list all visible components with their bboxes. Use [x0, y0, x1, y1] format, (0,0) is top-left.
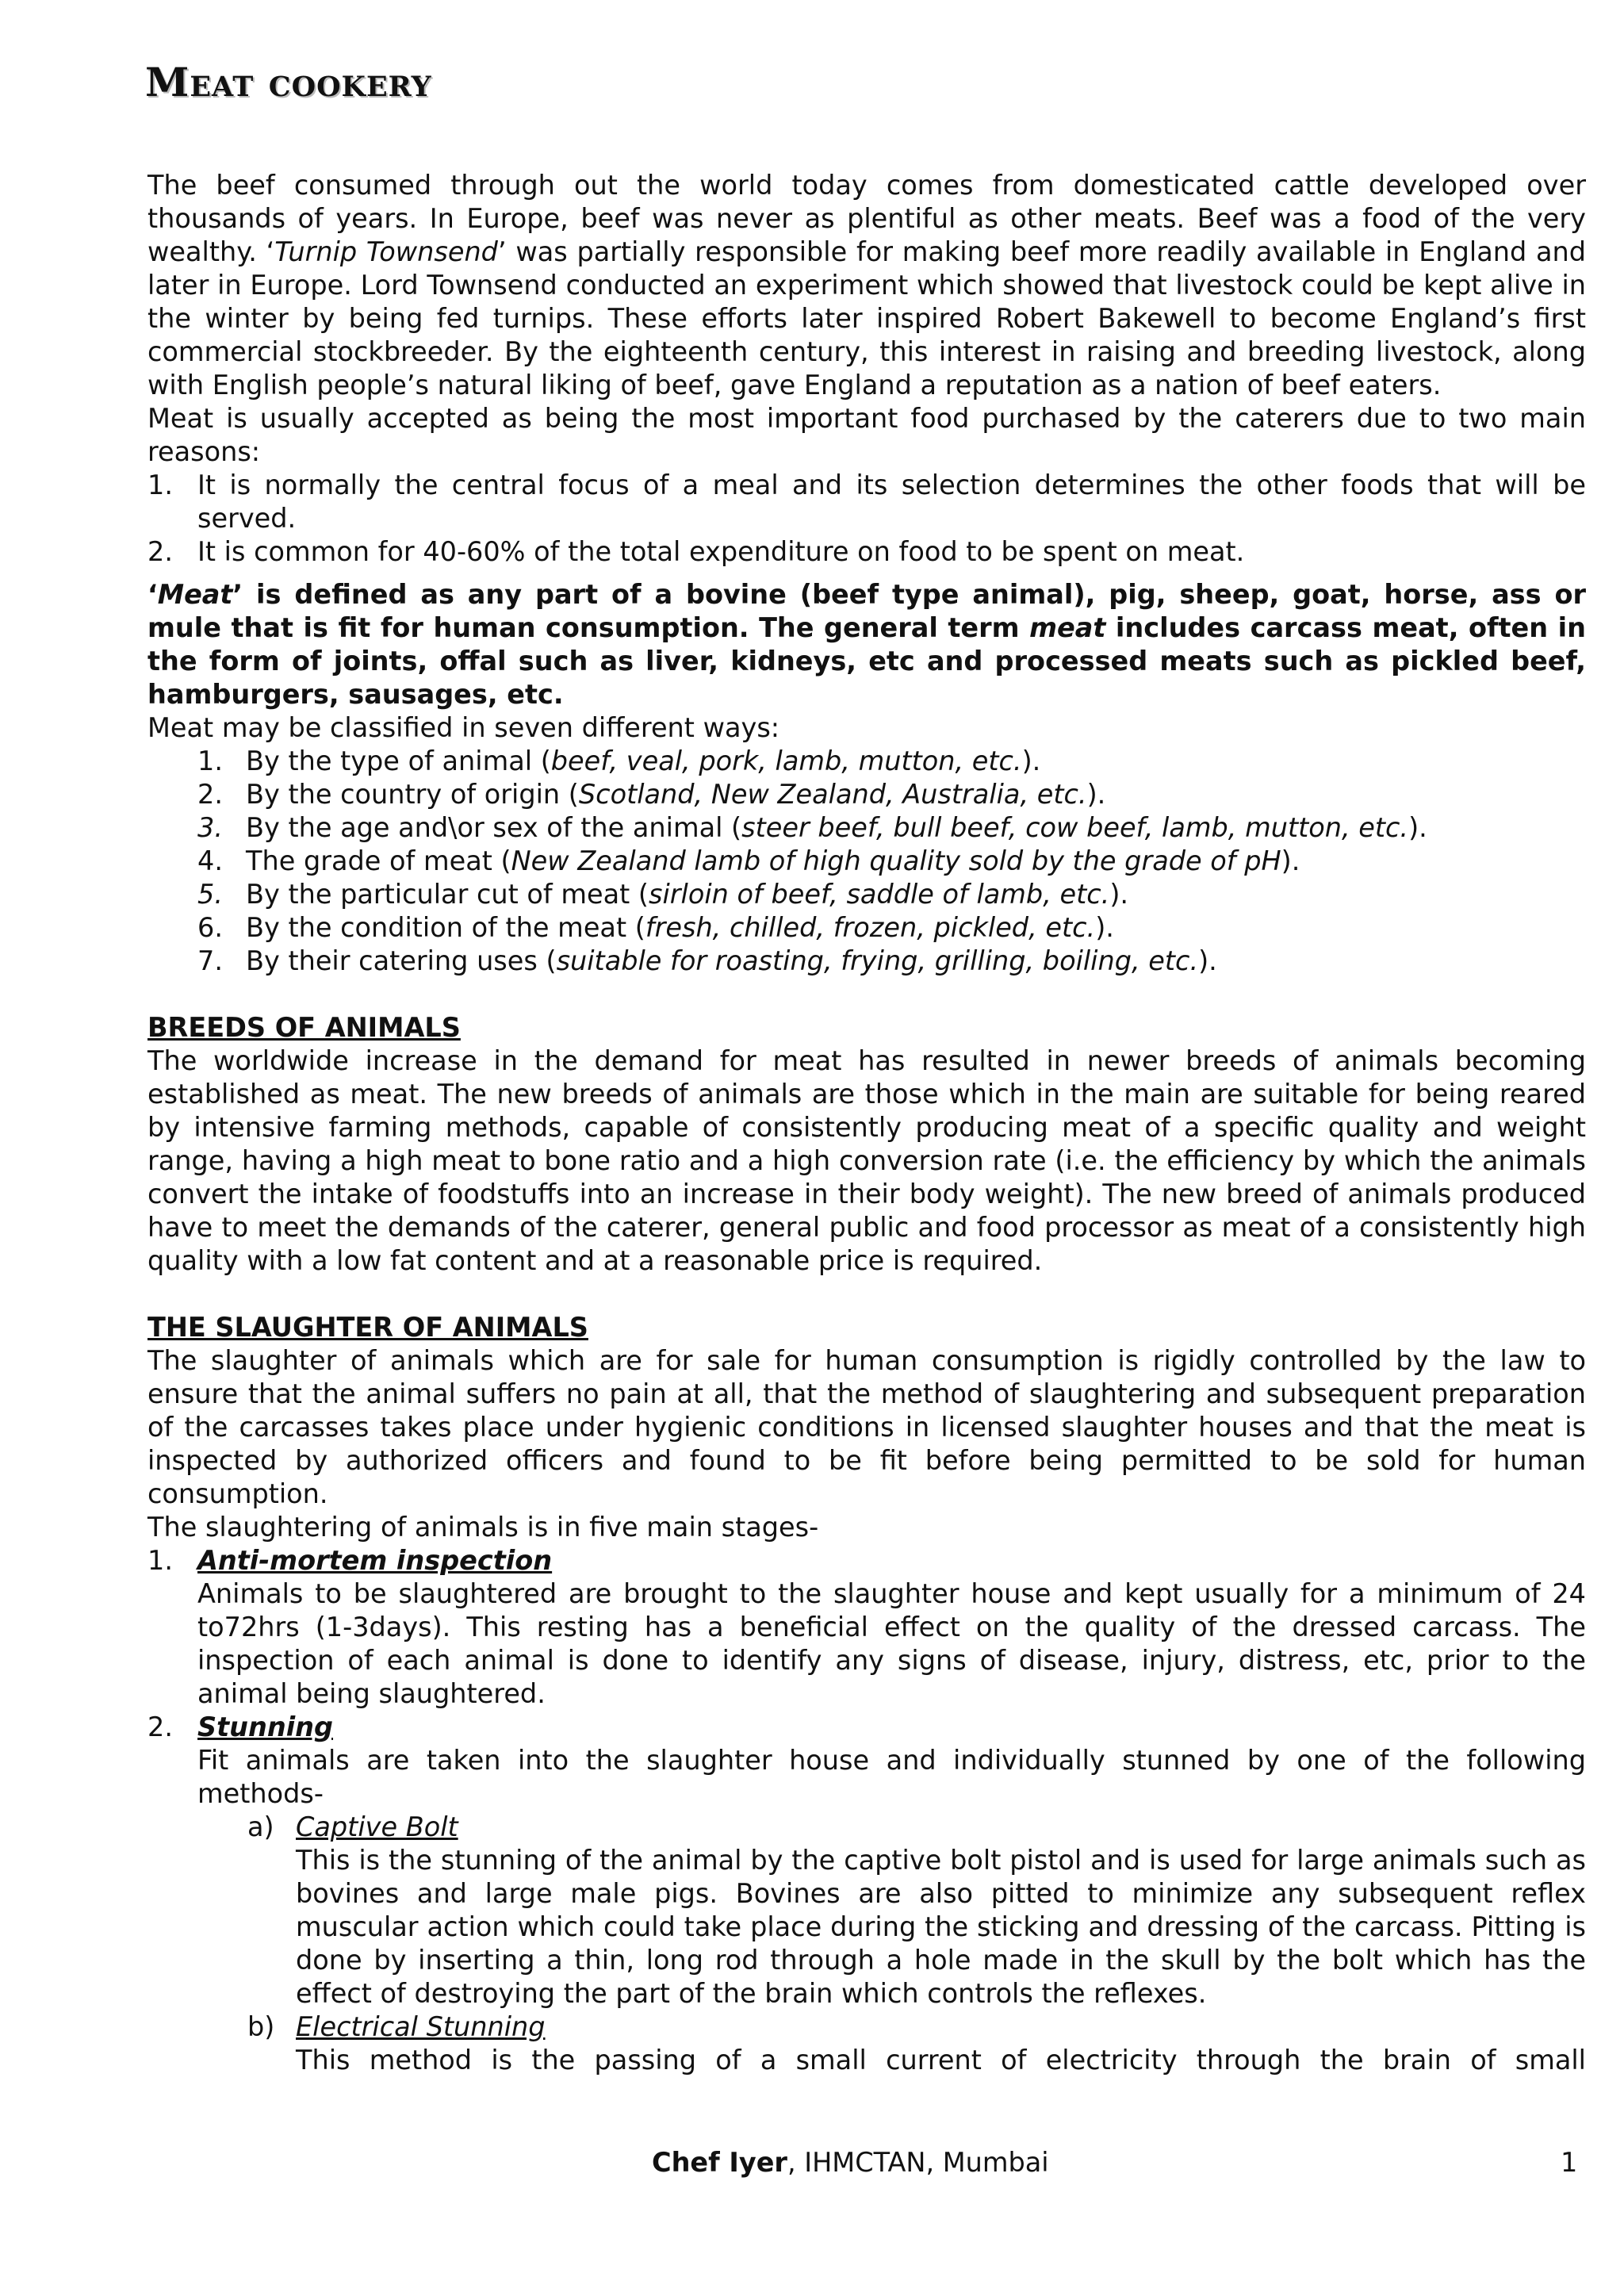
list-item — [147, 911, 1586, 945]
intro-text-b: ’ was partially responsible for making beef more readily available in England and later in Europe. Lord Townsend conducted an experiment which showed that livestock could be kept alive in the winter by being fed turnips. These efforts later inspired Robert Bakewell to become England’s first commercial stockbreeder. By the eighteenth century, this interest in raising and breeding livestock, along with English people’s natural liking of beef, gave England a reputation as a nation of beef eaters. — [147, 236, 1586, 401]
page-title: Meat cookery — [145, 59, 432, 105]
stage-title: Anti-mortem inspection — [197, 1545, 553, 1576]
list-example: suitable for roasting, frying, grilling, boiling, etc. — [556, 945, 1199, 976]
list-item — [147, 845, 1586, 878]
meat-definition — [147, 578, 1586, 711]
list-text: By the age and\or sex of the animal ( — [246, 812, 742, 843]
list-number: 2. — [147, 536, 173, 567]
slaughter-paragraph: The slaughter of animals which are for sale for human consumption is rigidly controlled by the law to ensure that the animal suffers no pain at all, that the method of slaughtering and subsequent preparation of the carcasses takes place under hygienic conditions in licensed slaughter houses and that the meat is inspected by authorized officers and found to be fit before being permitted to be sold for human consumption. — [147, 1345, 1586, 1509]
list-close: ). — [1021, 746, 1041, 776]
page-number: 1 — [1561, 2147, 1578, 2178]
method-letter: b) — [247, 2011, 275, 2042]
intro-text-a: The beef consumed through out the world today comes from domesticated cattle developed over thousands of years. In Europe, beef was never as plentiful as other meats. Beef was a food of the very wealthy. ‘ — [147, 170, 1586, 267]
list-text: By the type of animal ( — [246, 746, 551, 776]
stage-number: 2. — [147, 1711, 173, 1742]
intro-reasons-paragraph: Meat is usually accepted as being the most important food purchased by the caterers due to two main reasons: — [147, 403, 1586, 467]
list-text: The grade of meat ( — [246, 845, 511, 876]
stage-item — [147, 1711, 1586, 2077]
list-item — [147, 945, 1586, 978]
intro-term: Turnip Townsend — [274, 236, 498, 267]
list-text: By their catering uses ( — [246, 945, 557, 976]
stages-intro: The slaughtering of animals is in five main stages- — [147, 1512, 819, 1543]
list-example: sirloin of beef, saddle of lamb, etc. — [649, 879, 1110, 910]
list-text: By the country of origin ( — [246, 779, 579, 810]
list-item — [147, 535, 1586, 569]
list-text: By the condition of the meat ( — [246, 912, 645, 943]
list-text: It is common for 40-60% of the total expenditure on food to be spent on meat. — [197, 536, 1245, 567]
footer-author: Chef Iyer — [652, 2147, 787, 2178]
document-body — [147, 169, 1586, 2077]
classification-list — [147, 745, 1586, 978]
list-number: 1. — [197, 746, 223, 776]
stage-text: Fit animals are taken into the slaughter house and individually stunned by one of the following methods- — [197, 1745, 1586, 1809]
classification-intro: Meat may be classified in seven different ways: — [147, 712, 780, 743]
list-number: 2. — [197, 779, 223, 810]
stage-text: Animals to be slaughtered are brought to the slaughter house and kept usually for a minimum of 24 to72hrs (1-3days). This resting has a beneficial effect on the quality of the dressed carcass. The inspection of each animal is done to identify any signs of disease, injury, distress, etc, prior to the animal being slaughtered. — [197, 1578, 1586, 1709]
list-number: 5. — [197, 879, 223, 910]
list-close: ). — [1198, 945, 1217, 976]
method-item — [197, 1811, 1586, 2010]
reasons-list — [147, 469, 1586, 569]
method-text: This method is the passing of a small current of electricity through the brain of small — [296, 2045, 1586, 2076]
list-close: ). — [1095, 912, 1114, 943]
stage-item — [147, 1544, 1586, 1711]
list-item — [147, 469, 1586, 535]
methods-list — [197, 1811, 1586, 2077]
list-item — [147, 878, 1586, 911]
stage-title: Stunning — [197, 1711, 334, 1742]
breeds-paragraph: The worldwide increase in the demand for meat has resulted in newer breeds of animals becoming established as meat. The new breeds of animals are those which in the main are suitable for being reared by intensive farming methods, capable of consistently producing meat of a specific quality and weight range, having a high meat to bone ratio and a high conversion rate (i.e. the efficiency by which the animals convert the intake of foodstuffs into an increase in their body weight). The new breed of animals produced have to meet the demands of the caterer, general public and food processor as meat of a consistently high quality with a low fat content and at a reasonable price is required. — [147, 1045, 1586, 1276]
method-item — [197, 2010, 1586, 2077]
list-number: 6. — [197, 912, 223, 943]
stages-list — [147, 1544, 1586, 2077]
list-number: 3. — [197, 812, 223, 843]
footer-credit — [652, 2146, 1049, 2179]
list-number: 1. — [147, 470, 173, 500]
method-title: Captive Bolt — [296, 1811, 458, 1842]
footer-affiliation: , IHMCTAN, Mumbai — [787, 2147, 1049, 2178]
method-title: Electrical Stunning — [296, 2011, 546, 2042]
list-text: It is normally the central focus of a meal and its selection determines the other foods that will be served. — [197, 470, 1586, 534]
list-example: New Zealand lamb of high quality sold by the grade of pH — [511, 845, 1281, 876]
intro-paragraph — [147, 169, 1586, 402]
list-close: ). — [1281, 845, 1300, 876]
list-close: ). — [1086, 779, 1106, 810]
list-example: steer beef, bull beef, cow beef, lamb, mutton, etc. — [741, 812, 1409, 843]
definition-text-b: includes carcass meat, often in the form of joints, offal such as liver, kidneys, etc and processed meats such as pickled beef, hamburgers, sausages, etc. — [147, 612, 1586, 710]
list-close: ). — [1109, 879, 1129, 910]
definition-quote: ‘ — [147, 579, 158, 610]
stage-number: 1. — [147, 1545, 173, 1576]
list-item — [147, 745, 1586, 778]
definition-term-2: meat — [1029, 612, 1106, 643]
list-number: 7. — [197, 945, 223, 976]
list-number: 4. — [197, 845, 223, 876]
method-letter: a) — [247, 1811, 274, 1842]
list-close: ). — [1408, 812, 1427, 843]
method-text: This is the stunning of the animal by the captive bolt pistol and is used for large animals such as bovines and large male pigs. Bovines are also pitted to minimize any subsequent reflex muscular action which could take place during the sticking and dressing of the carcass. Pitting is done by inserting a thin, long rod through a hole made in the skull by the bolt which has the effect of destroying the part of the brain which controls the reflexes. — [296, 1845, 1586, 2009]
slaughter-heading: THE SLAUGHTER OF ANIMALS — [147, 1312, 588, 1343]
definition-term: Meat — [157, 579, 233, 610]
list-item — [147, 811, 1586, 845]
list-item — [147, 778, 1586, 811]
list-example: beef, veal, pork, lamb, mutton, etc. — [550, 746, 1022, 776]
definition-text-a: ’ is defined as any part of a bovine (beef type animal), pig, sheep, goat, horse, ass or mule that is fit for human consumption. The general term — [147, 579, 1586, 643]
list-example: Scotland, New Zealand, Australia, etc. — [578, 779, 1087, 810]
breeds-heading: BREEDS OF ANIMALS — [147, 1012, 461, 1043]
list-example: fresh, chilled, frozen, pickled, etc. — [645, 912, 1096, 943]
list-text: By the particular cut of meat ( — [246, 879, 649, 910]
